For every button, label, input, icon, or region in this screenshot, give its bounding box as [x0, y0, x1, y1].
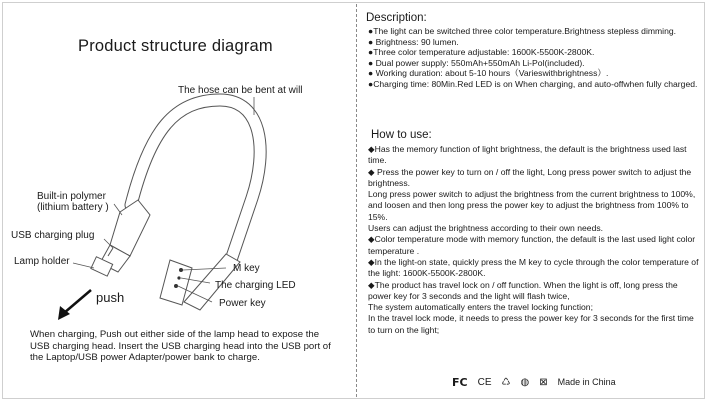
howto-item: ◆ Press the power key to turn on / off the light, Long press power switch to adjust the brightness.	[368, 166, 692, 188]
description-item: ●The light can be switched three color temperature.Brightness stepless dimming.	[368, 26, 677, 36]
description-heading: Description:	[366, 12, 427, 24]
label-battery-2: (lithium battery )	[37, 202, 109, 213]
description-item: ● Dual power supply: 550mAh+550mAh Li-Pol(included).	[368, 57, 585, 68]
recycle-icon: ♺	[501, 376, 511, 388]
certification-footer	[452, 375, 616, 389]
howto-item: Long press power switch to adjust the brightness from the current brightness to 100%,	[368, 189, 696, 200]
push-arrow-shaft	[64, 290, 91, 313]
bin-icon: ⊠	[539, 376, 548, 388]
led-dot	[177, 276, 180, 279]
charging-caption: When charging, Push out either side of the lamp head to expose the USB charging head. Insert the USB charging head into the USB port of the Laptop/USB power Adapter/power bank to charge.	[30, 329, 331, 364]
fold-divider	[356, 4, 357, 397]
howto-item: Users can adjust the brightness according to their own needs.	[368, 223, 604, 234]
hose-inner	[131, 100, 260, 260]
label-usb-plug: USB charging plug	[11, 230, 95, 241]
power-key-dot	[174, 284, 178, 288]
description-item: ●Three color temperature adjustable: 1600K-5500K-2800K.	[368, 47, 595, 57]
ce-mark-icon: CE	[477, 376, 492, 388]
made-in-label: Made in China	[557, 377, 616, 387]
description-item: ● Brightness: 90 lumen.	[368, 36, 459, 47]
label-m-key: M key	[233, 263, 260, 274]
howto-item: ◆Has the memory function of light brightness, the default is the brightness used last time.	[368, 144, 687, 166]
howto-list	[368, 144, 700, 336]
description-item: ● Working duration: about 5-10 hours（Varieswithbrightness）.	[368, 68, 609, 78]
rohs-icon: ◍	[520, 376, 530, 388]
description-item: ●Charging time: 80Min.Red LED is on When charging, and auto-offwhen fully charged.	[368, 78, 698, 89]
howto-item: ◆In the light-on state, quickly press the M key to cycle through the color temperature of the light: 1600K-5500K-2800K.	[368, 256, 699, 279]
fc-mark-icon: FC	[452, 375, 468, 389]
howto-item: In the travel lock mode, it needs to press the power key for 3 seconds for the first time to turn on the light;	[368, 313, 694, 335]
label-hose: The hose can be bent at will	[178, 85, 303, 96]
battery-leader	[114, 204, 122, 215]
label-battery-1: Built-in polymer	[37, 191, 106, 202]
description-list	[368, 26, 698, 89]
label-push: push	[96, 290, 125, 305]
label-power-key: Power key	[219, 298, 266, 309]
howto-item: ◆The product has travel lock on / off function. When the light is off, long press the power key for 3 seconds and the light will flash twice,	[368, 279, 678, 301]
m-key-dot	[179, 268, 183, 272]
diagram-title: Product structure diagram	[78, 37, 273, 55]
howto-heading: How to use:	[371, 129, 432, 141]
howto-item: The system automatically enters the travel locking function;	[368, 302, 593, 313]
label-charging-led: The charging LED	[215, 280, 296, 291]
label-lamp-holder: Lamp holder	[14, 256, 70, 267]
howto-item: ◆Color temperature mode with memory function, the default is the last used light color temperature .	[368, 234, 696, 256]
howto-item: and loosen and then long press the power key to adjust the brightness from 100% to 15%.	[368, 200, 689, 222]
holder-leader	[73, 263, 94, 268]
battery-arm	[110, 200, 150, 256]
